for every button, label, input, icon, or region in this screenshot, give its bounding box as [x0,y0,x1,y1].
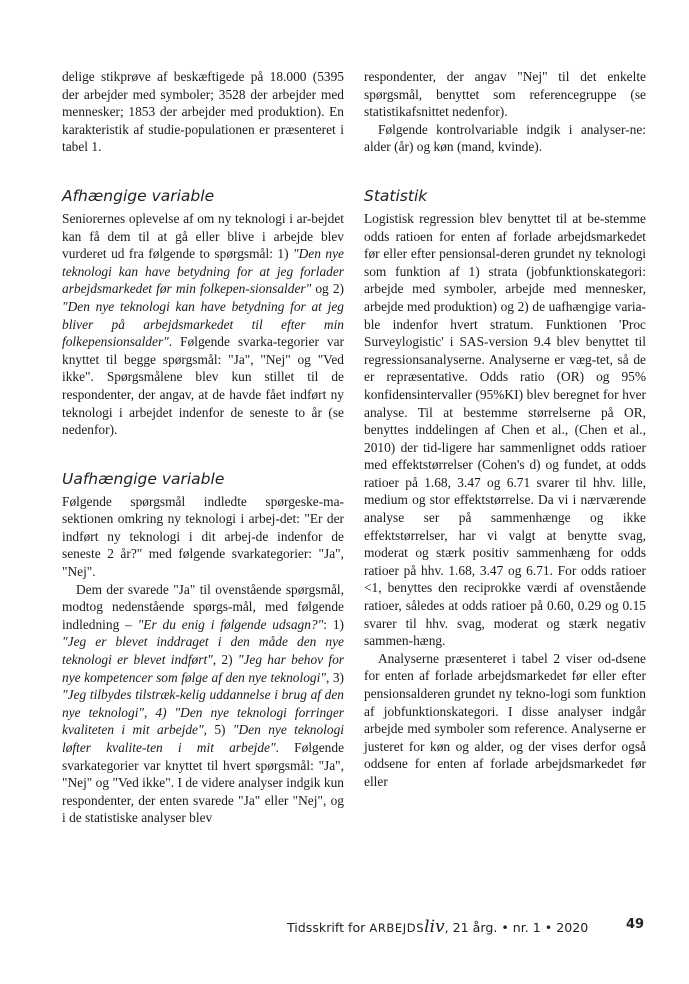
paragraph-dependent-variables: Seniorernes oplevelse af om ny teknologi i ar-bejdet kan få dem til at gå eller blive i arbejde blev vurderet ud fra følgende to spørgsmål: 1) "Den nye teknologi kan have betydning for at jeg forlader arbejdsmarkedet før min folkepen-sionsalder" og 2) "Den nye teknologi kan have betydning for at jeg bliver på arbejdsmarkedet til efter min folkepensionsalder". Følgende svarka-tegorier var knyttet til begge spørgsmål: "Ja", "Nej" og "Ved ikke". Spørgsmålene blev kun stillet til de respondenter, der angav, at de havde fået indført ny teknologi i arbejdet indenfor de seneste to år (se nedenfor). [62,210,344,438]
paragraph-sample-description: delige stikprøve af beskæftigede på 18.000 (5395 der arbejder med symboler; 3528 der arbejder med mennesker; 1853 der arbejder med produktion). En karakteristik af studie-populationen er præsenteret i tabel 1. [62,69,344,155]
paragraph-control-variables: Følgende kontrolvariable indgik i analyser-ne: alder (år) og køn (mand, kvinde). [364,121,646,155]
journal-prefix: Tidsskrift for [287,920,370,935]
heading-statistik: Statistik [364,186,428,205]
right-column [364,68,646,791]
journal-issue: , 21 årg. • nr. 1 • 2020 [444,920,589,935]
journal-liv-logo: liv [424,917,445,937]
heading-uafhaengige-variable: Uafhængige variable [62,469,225,488]
paragraph-reference-group: respondenter, der angav "Nej" til det enkelte spørgsmål, benyttet som referencegruppe (se statistikafsnittet nedenfor). [364,69,646,120]
left-column [62,68,344,827]
paragraph-independent-questions: Dem der svarede "Ja" til ovenstående spørgsmål, modtog nedenstående spørgs-mål, med følgende indledning – "Er du enig i følgende udsagn?": 1) "Jeg er blevet inddraget i den måde den nye teknologi er blevet indført", 2) "Jeg har behov for nye kompetencer som følge af den nye teknologi", 3) "Jeg tilbydes tilstræk-kelig uddannelse i brug af den nye teknologi", 4) "Den nye teknologi forringer kvaliteten i mit arbejde", 5) "Den nye teknologi løfter kvalite-ten i mit arbejde". Følgende svarkategorier var knyttet til hvert spørgsmål: "Ja", "Nej" og "Ved ikke". I de videre analyser indgik kun respondenter, der enten svarede "Ja" eller "Nej", og i de statistiske analyser blev [62,581,345,826]
page-footer [287,917,645,939]
heading-afhaengige-variable: Afhængige variable [62,186,215,205]
page-number: 49 [626,917,645,932]
paragraph-statistics-method: Logistisk regression blev benyttet til at be-stemme odds ratioen for enten af forlade arbejdsmarkedet før eller efter pensionsal-deren grundet ny teknologi som funktion af 1) strata (jobfunktionskategori: arbejde med symboler, arbejde med mennesker, arbejde med produktion) og 2) de uafhængige varia-ble indenfor hvert stratum. Funktionen 'Proc Surveylogistic' i SAS-version 9.4 blev benyttet til regressionsanalyserne. Analyserne er væg-tet, så de er repræsentative. Odds ratio (OR) og 95% konfidensintervaller (95%KI) blev beregnet for hver analyse. Til at bestemme størrelserne på OR, benyttes inddelingen af Chen et al., (Chen et al., 2010) der tid-ligere har sammenlignet odds ratioer med effektstørrelser (Cohen's d) og fundet, at odds ratioer på 1.68, 3.47 og 6.71 svarer til hhv. lille, medium og stor effektstørrelse. Da vi i nærværende analyse ser på sammenhænge og ikke effektstørrelser, har vi valgt at benytte svag, moderat og stærk positiv sammenhæng for odds ratioer på hhv. 1.68, 3.47 og 6.71. For odds ratioer <1, benyttes den reciprokke værdi af ovenstående ratioer, således at odds ratioer på 0.60, 0.29 og 0.15 svarer til hhv. svag, moderat og stærk negativ sammen-hæng. [364,210,646,649]
paragraph-table-analysis: Analyserne præsenteret i tabel 2 viser od-dsene for enten af forlade arbejdsmarkedet før eller efter pensionsalderen grundet ny tekno-logi som funktion af jobfunktionskategori. I disse analyser indgår arbejde med symboler som reference. Analyserne er justeret for køn og alder, og der vises derfor også oddsene for enten af forlade arbejdsmarkedet før eller [364,650,646,789]
journal-brand: ARBEJDS [369,921,425,935]
paragraph-independent-intro: Følgende spørgsmål indledte spørgeske-ma-sektionen omkring ny teknologi i arbej-det: "Er der indført ny teknologi i dit arbej-de indenfor de seneste 2 år?" med følgende svarkategorier: "Ja", "Nej". [62,493,344,580]
